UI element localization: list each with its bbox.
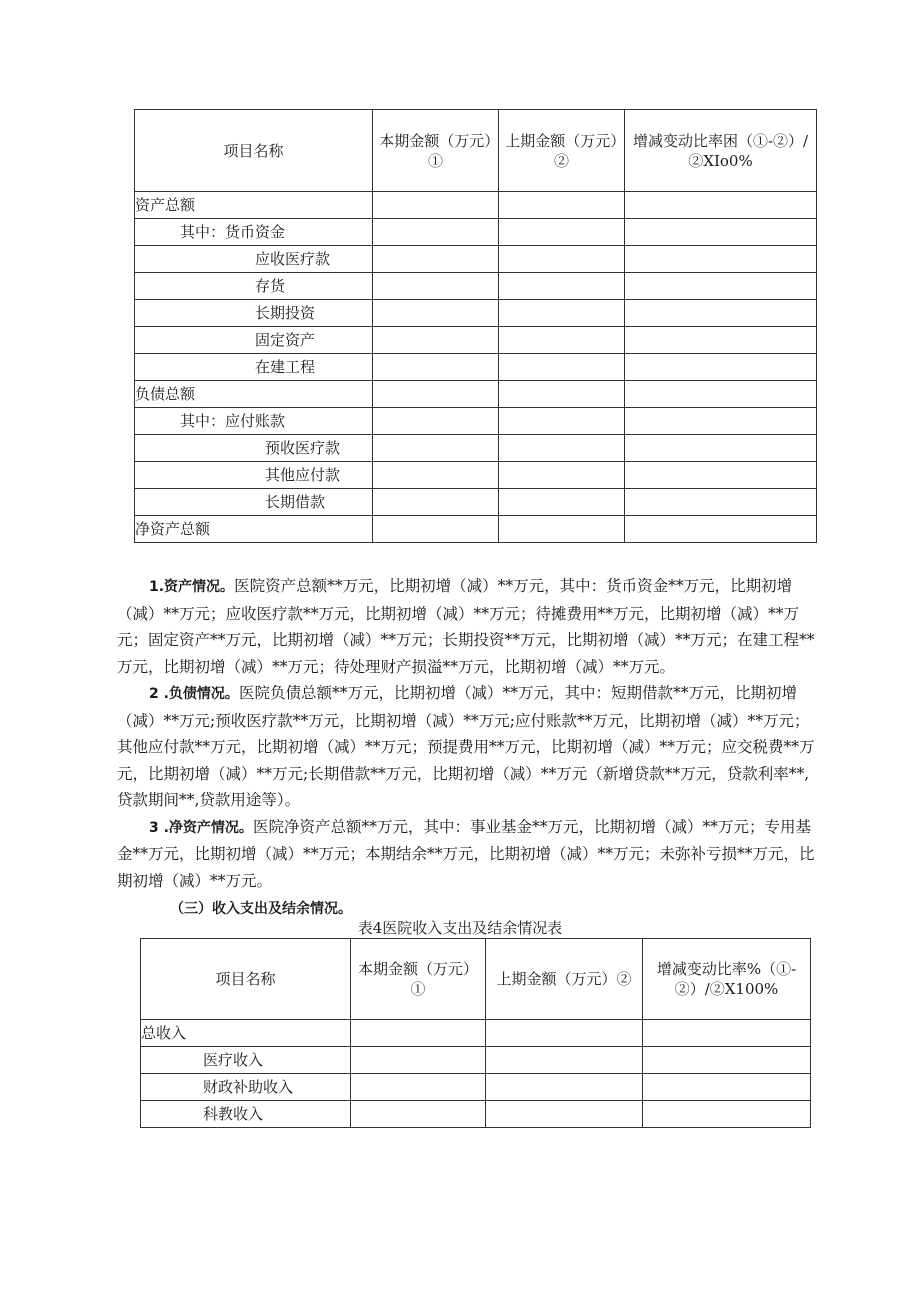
row-label: 负债总额 [135,381,373,408]
empty-value-cell [625,192,817,219]
table-row [135,354,817,381]
paragraph-assets: 1.资产情况。医院资产总额**万元，比期初增（减）**万元，其中：货币资金**万元，比期初增（减）**万元；应收医疗款**万元，比期初增（减）**万元；待摊费用**万元，比期初增（减）**万元；固定资产**万元，比期初增（减）**万元；长期投资**万元，比期初增（减）**万元；在建工程**万元，比期初增（减）**万元；待处理财产损溢**万元，比期初增（减）**万元。 [117,577,815,676]
empty-value-cell [499,516,625,543]
empty-value-cell [373,219,499,246]
empty-value-cell [486,1020,643,1047]
empty-value-cell [373,246,499,273]
empty-value-cell [625,408,817,435]
table-row [135,300,817,327]
empty-value-cell [499,462,625,489]
row-label: 其中：货币资金 [135,219,373,246]
empty-value-cell [625,246,817,273]
empty-value-cell [373,381,499,408]
table-row [141,1074,811,1101]
empty-value-cell [351,1101,486,1128]
empty-value-cell [499,300,625,327]
empty-value-cell [351,1074,486,1101]
table-header-row [141,939,811,1020]
header-item-name: 项目名称 [135,110,373,192]
row-label: 预收医疗款 [135,435,373,462]
empty-value-cell [625,489,817,516]
row-label: 在建工程 [135,354,373,381]
empty-value-cell [499,219,625,246]
empty-value-cell [499,327,625,354]
body-paragraphs [117,573,817,894]
row-label: 存货 [135,273,373,300]
income-expense-table [140,938,811,1128]
header-previous-amount: 上期金额（万元）② [499,110,625,192]
empty-value-cell [499,192,625,219]
empty-value-cell [373,489,499,516]
table-row [135,435,817,462]
empty-value-cell [499,273,625,300]
header-current-amount: 本期金额（万元）① [351,939,486,1020]
empty-value-cell [643,1047,811,1074]
assets-liabilities-table [134,109,817,543]
header-change-ratio: 增减变动比率困（①-②）/②XIo0% [625,110,817,192]
empty-value-cell [351,1047,486,1074]
empty-value-cell [625,273,817,300]
empty-value-cell [373,354,499,381]
empty-value-cell [373,435,499,462]
row-label: 固定资产 [135,327,373,354]
row-label: 科教收入 [141,1101,351,1128]
table-row [141,1047,811,1074]
empty-value-cell [643,1101,811,1128]
row-label: 总收入 [141,1020,351,1047]
empty-value-cell [499,489,625,516]
row-label: 资产总额 [135,192,373,219]
table-row [135,273,817,300]
paragraph-net-assets: 3 .净资产情况。医院净资产总额**万元，其中：事业基金**万元，比期初增（减）**万元；专用基金**万元，比期初增（减）**万元；本期结余**万元，比期初增（减）**万元；未弥补亏损**万元，比期初增（减）**万元。 [117,817,815,890]
table-row [135,516,817,543]
empty-value-cell [486,1074,643,1101]
empty-value-cell [373,408,499,435]
empty-value-cell [373,462,499,489]
table-row [135,408,817,435]
row-label: 应收医疗款 [135,246,373,273]
row-label: 其他应付款 [135,462,373,489]
empty-value-cell [351,1020,486,1047]
empty-value-cell [373,327,499,354]
empty-value-cell [643,1074,811,1101]
empty-value-cell [373,300,499,327]
table-row [141,1101,811,1128]
header-previous-amount: 上期金额（万元）② [486,939,643,1020]
header-current-amount: 本期金额（万元）① [373,110,499,192]
empty-value-cell [373,273,499,300]
empty-value-cell [499,354,625,381]
table-row [135,489,817,516]
empty-value-cell [486,1101,643,1128]
empty-value-cell [486,1047,643,1074]
header-item-name: 项目名称 [141,939,351,1020]
empty-value-cell [625,327,817,354]
row-label: 长期投资 [135,300,373,327]
table-row [135,219,817,246]
row-label: 长期借款 [135,489,373,516]
row-label: 其中：应付账款 [135,408,373,435]
empty-value-cell [625,219,817,246]
table-row [135,381,817,408]
table-row [135,246,817,273]
empty-value-cell [373,192,499,219]
section-heading: （三）收入支出及结余情况。 [170,901,352,917]
empty-value-cell [643,1020,811,1047]
header-change-ratio: 增减变动比率%（①-②）/②X100% [643,939,811,1020]
table-row [135,327,817,354]
table-caption: 表4医院收入支出及结余情况表 [357,919,563,937]
empty-value-cell [625,462,817,489]
empty-value-cell [373,516,499,543]
row-label: 财政补助收入 [141,1074,351,1101]
empty-value-cell [499,246,625,273]
empty-value-cell [625,300,817,327]
table-row [135,462,817,489]
empty-value-cell [625,516,817,543]
empty-value-cell [499,381,625,408]
table-header-row [135,110,817,192]
row-label: 净资产总额 [135,516,373,543]
table-row [135,192,817,219]
empty-value-cell [625,435,817,462]
empty-value-cell [625,354,817,381]
empty-value-cell [625,381,817,408]
paragraph-liabilities: 2 .负债情况。医院负债总额**万元，比期初增（减）**万元，其中：短期借款**万元，比期初增（减）**万元;预收医疗款**万元，比期初增（减）**万元;应付账款**万元，比期初增（减）**万元；其他应付款**万元，比期初增（减）**万元；预提费用**万元，比期初增（减）**万元；应交税费**万元，比期初增（减）**万元;长期借款**万元，比期初增（减）**万元（新增贷款**万元，贷款利率**,贷款期间**,贷款用途等）。 [117,684,815,809]
empty-value-cell [499,435,625,462]
row-label: 医疗收入 [141,1047,351,1074]
table-row [141,1020,811,1047]
empty-value-cell [499,408,625,435]
